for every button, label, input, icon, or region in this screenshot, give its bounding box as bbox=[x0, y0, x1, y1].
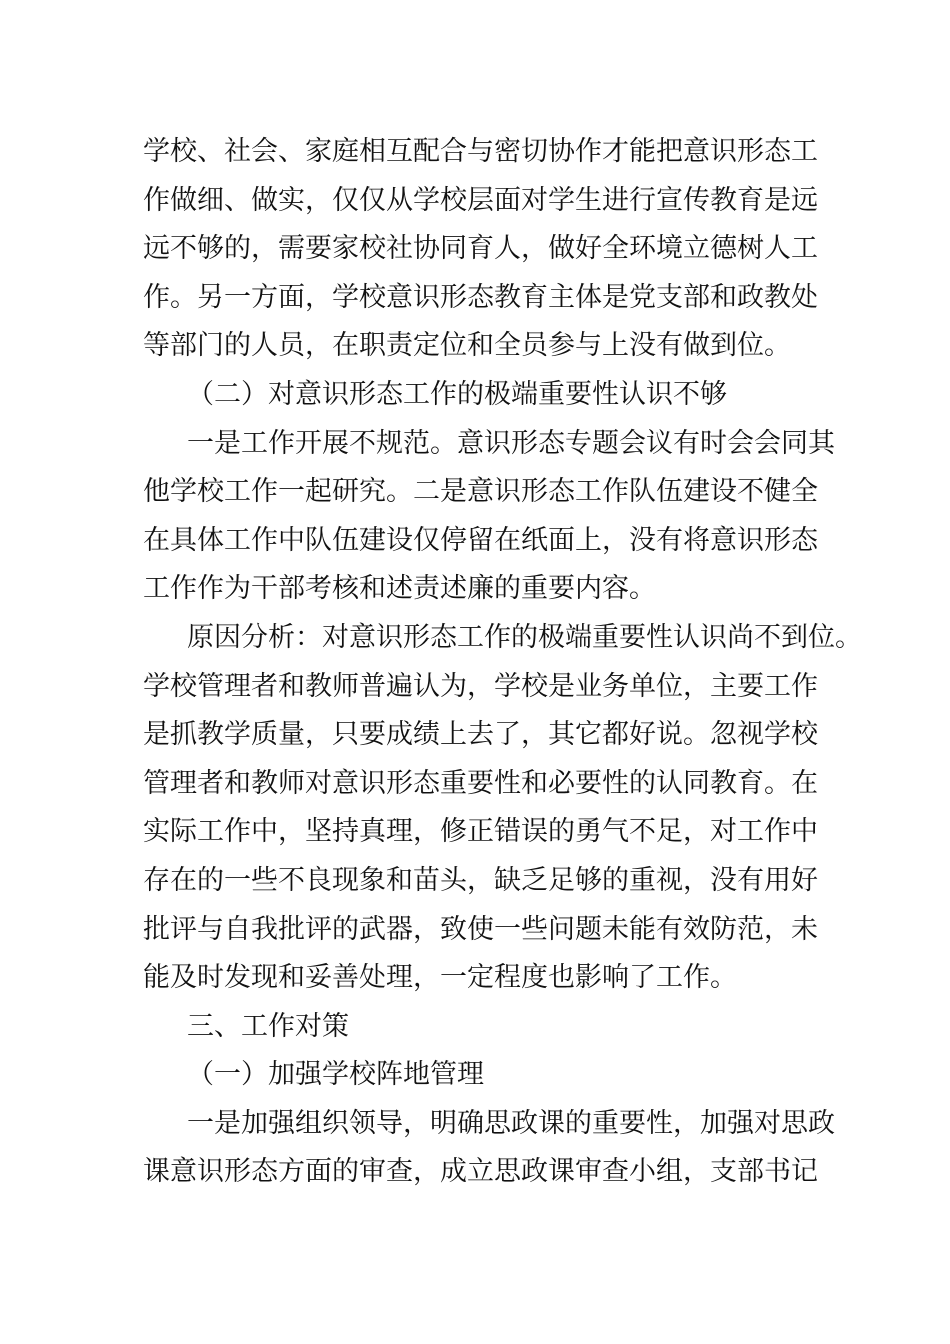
section-heading: （一）加强学校阵地管理 bbox=[187, 1059, 484, 1091]
body-line: 实际工作中，坚持真理，修正错误的勇气不足，对工作中 bbox=[143, 816, 818, 848]
body-line: 学校、社会、家庭相互配合与密切协作才能把意识形态工 bbox=[143, 136, 818, 167]
chapter-heading: 三、工作对策 bbox=[187, 1010, 349, 1042]
paragraph-first-line: 一是工作开展不规范。意识形态专题会议有时会会同其 bbox=[187, 427, 835, 459]
body-line: 作做细、做实，仅仅从学校层面对学生进行宣传教育是远 bbox=[143, 184, 818, 216]
document-body bbox=[143, 128, 862, 1197]
paragraph-first-line: 原因分析：对意识形态工作的极端重要性认识尚不到位。 bbox=[187, 621, 862, 653]
body-line: 课意识形态方面的审查，成立思政课审查小组，支部书记 bbox=[143, 1156, 818, 1188]
body-line: 是抓教学质量，只要成绩上去了，其它都好说。忽视学校 bbox=[143, 719, 818, 751]
body-line: 存在的一些不良现象和苗头，缺乏足够的重视，没有用好 bbox=[143, 864, 818, 896]
body-line: 能及时发现和妥善处理，一定程度也影响了工作。 bbox=[143, 962, 737, 994]
body-line: 批评与自我批评的武器，致使一些问题未能有效防范，未 bbox=[143, 913, 818, 945]
body-line: 学校管理者和教师普遍认为，学校是业务单位，主要工作 bbox=[143, 670, 818, 702]
body-line: 在具体工作中队伍建设仅停留在纸面上，没有将意识形态 bbox=[143, 524, 818, 556]
section-heading: （二）对意识形态工作的极端重要性认识不够 bbox=[187, 378, 727, 410]
body-line: 等部门的人员，在职责定位和全员参与上没有做到位。 bbox=[143, 330, 791, 362]
body-line: 作。另一方面，学校意识形态教育主体是党支部和政教处 bbox=[143, 281, 818, 313]
paragraph-first-line: 一是加强组织领导，明确思政课的重要性，加强对思政 bbox=[187, 1107, 835, 1139]
body-line: 工作作为干部考核和述责述廉的重要内容。 bbox=[143, 573, 656, 605]
body-line: 他学校工作一起研究。二是意识形态工作队伍建设不健全 bbox=[143, 476, 818, 508]
body-line: 远不够的，需要家校社协同育人，做好全环境立德树人工 bbox=[143, 233, 818, 265]
body-line: 管理者和教师对意识形态重要性和必要性的认同教育。在 bbox=[143, 767, 818, 799]
